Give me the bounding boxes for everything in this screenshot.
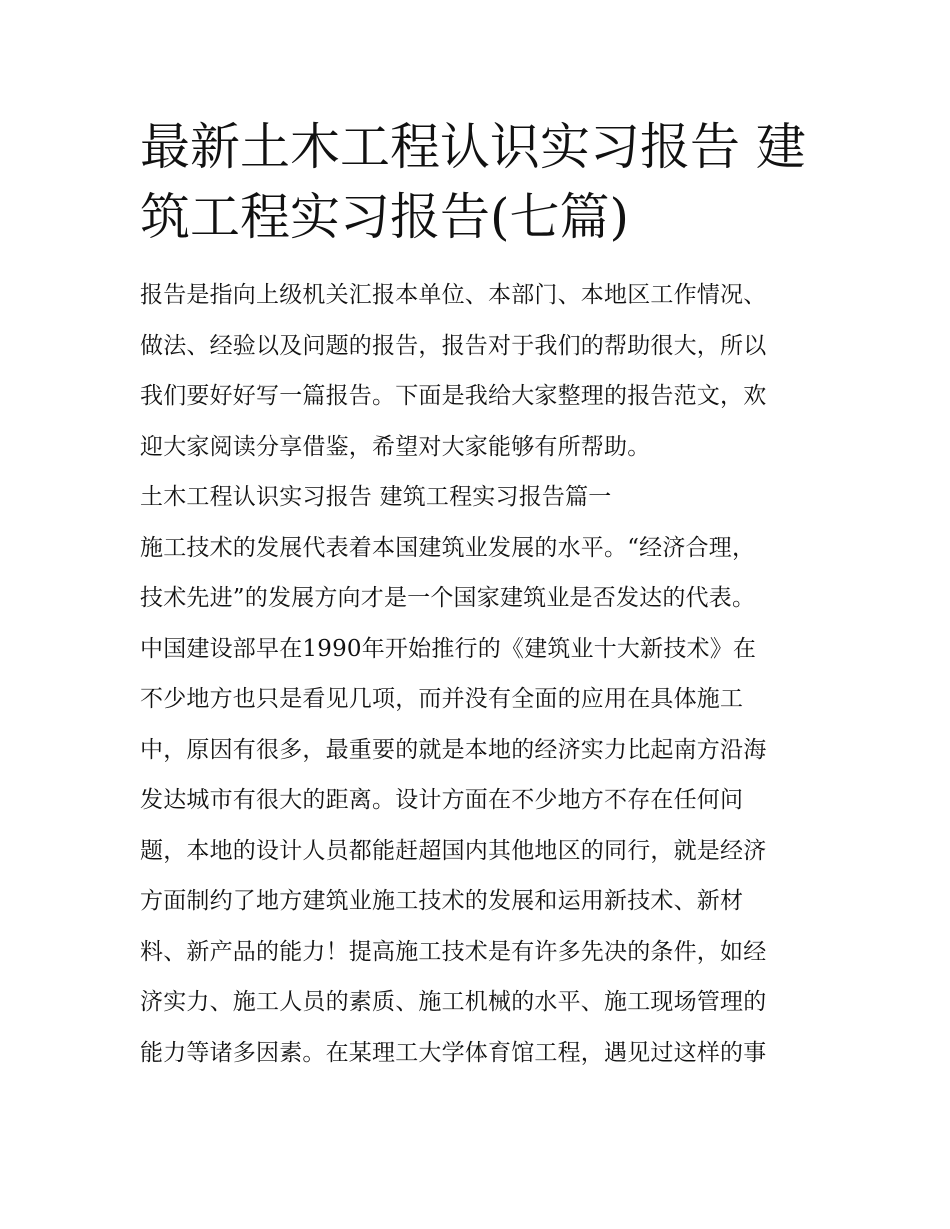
paragraph-line: 中国建设部早在1990年开始推行的《建筑业十大新技术》在 [140, 635, 757, 662]
title-line: 筑工程实习报告(七篇) [140, 188, 630, 246]
document-body [140, 270, 812, 1078]
paragraph-line: 施工技术的发展代表着本国建筑业发展的水平。“经济合理， [140, 534, 756, 561]
title-line: 最新土木工程认识实习报告 建 [140, 118, 806, 176]
paragraph-line: 发达城市有很大的距离。设计方面在不少地方不存在任何问 [140, 787, 744, 813]
intro-line: 做法、经验以及问题的报告，报告对于我们的帮助很大，所以 [140, 332, 767, 359]
paragraph-line: 不少地方也只是看见几项，而并没有全面的应用在具体施工 [140, 686, 744, 712]
paragraph-line: 料、新产品的能力！提高施工技术是有许多先决的条件，如经 [140, 938, 767, 965]
document-content [140, 112, 812, 1078]
paragraph-line: 题，本地的设计人员都能赶超国内其他地区的同行，就是经济 [140, 837, 767, 864]
paragraph-line: 方面制约了地方建筑业施工技术的发展和运用新技术、新材 [140, 888, 744, 914]
document-title [140, 112, 812, 252]
intro-line: 报告是指向上级机关汇报本单位、本部门、本地区工作情况、 [140, 282, 767, 308]
intro-line: 迎大家阅读分享借鉴，希望对大家能够有所帮助。 [140, 433, 651, 460]
paragraph-line: 能力等诸多因素。在某理工大学体育馆工程，遇见过这样的事 [140, 1039, 767, 1066]
intro-line: 我们要好好写一篇报告。下面是我给大家整理的报告范文，欢 [140, 383, 767, 409]
section-heading: 土木工程认识实习报告 建筑工程实习报告篇一 [140, 484, 612, 510]
paragraph-line: 济实力、施工人员的素质、施工机械的水平、施工现场管理的 [140, 989, 767, 1015]
paragraph-line: 技术先进”的发展方向才是一个国家建筑业是否发达的代表。 [140, 585, 756, 611]
paragraph-line: 中，原因有很多，最重要的就是本地的经济实力比起南方沿海 [140, 736, 767, 763]
